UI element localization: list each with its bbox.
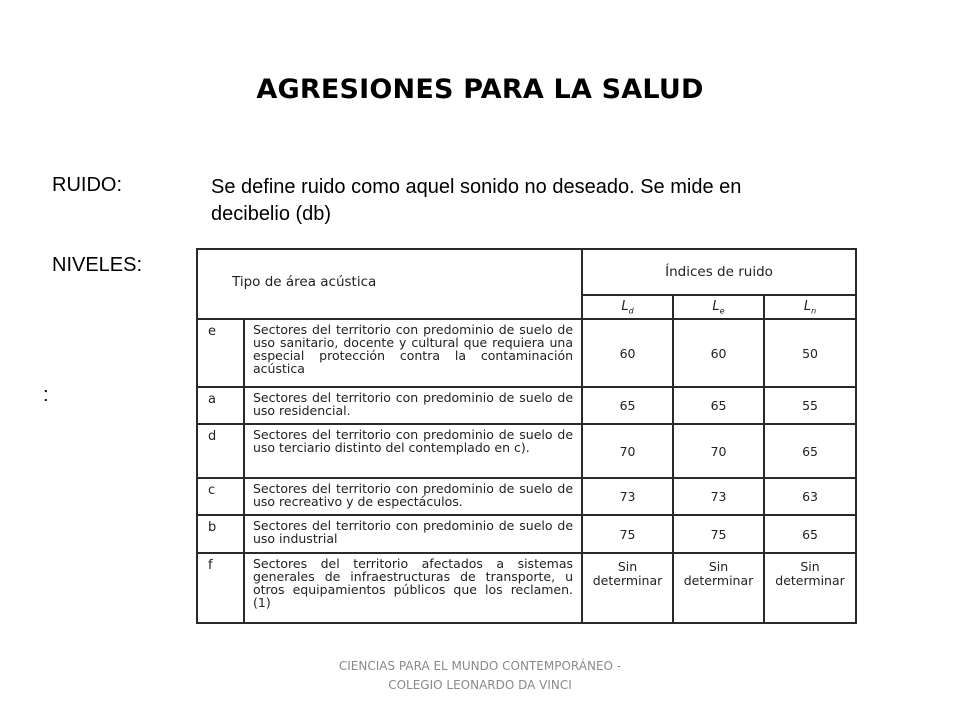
ln-value: 65 [764, 424, 856, 478]
noise-index-header: Índices de ruido [582, 249, 856, 295]
ln-value: 65 [764, 515, 856, 553]
le-value: Sin determinar [673, 553, 764, 623]
area-description: Sectores del territorio con predominio de suelo de uso residencial. [244, 387, 582, 424]
area-code: a [197, 387, 244, 424]
ld-value: 75 [582, 515, 673, 553]
le-value: 60 [673, 319, 764, 387]
ld-value: 65 [582, 387, 673, 424]
colon-mark: : [43, 384, 49, 406]
ld-header: $L_d$ [582, 295, 673, 319]
ld-value: 70 [582, 424, 673, 478]
table-row [197, 515, 856, 553]
ln-value: 63 [764, 478, 856, 515]
ld-value: 73 [582, 478, 673, 515]
table-row [197, 319, 856, 387]
ln-value: 50 [764, 319, 856, 387]
noise-levels-table [196, 248, 857, 624]
area-description: Sectores del territorio con predominio de suelo de uso recreativo y de espectáculos. [244, 478, 582, 515]
area-code: d [197, 424, 244, 478]
area-code: e [197, 319, 244, 387]
table-row [197, 553, 856, 623]
ln-value: 55 [764, 387, 856, 424]
niveles-label: NIVELES: [52, 254, 143, 276]
noise-levels-table-image [196, 248, 855, 620]
ld-value: Sin determinar [582, 553, 673, 623]
ld-value: 60 [582, 319, 673, 387]
ln-header: $L_n$ [764, 295, 856, 319]
area-type-header: Tipo de área acústica [197, 249, 582, 319]
area-description: Sectores del territorio con predominio de suelo de uso terciario distinto del contemplado en c). [244, 424, 582, 478]
area-code: c [197, 478, 244, 515]
ruido-label: RUIDO: [52, 174, 122, 196]
le-value: 75 [673, 515, 764, 553]
area-code: b [197, 515, 244, 553]
le-value: 70 [673, 424, 764, 478]
area-description: Sectores del territorio con predominio de suelo de uso sanitario, docente y cultural que requiera una especial protección contra la contaminación acústica [244, 319, 582, 387]
ruido-definition: Se define ruido como aquel sonido no deseado. Se mide en decibelio (db) [211, 176, 742, 225]
le-header: $L_e$ [673, 295, 764, 319]
table-row [197, 424, 856, 478]
table-row [197, 387, 856, 424]
ln-value: Sin determinar [764, 553, 856, 623]
footer-text: CIENCIAS PARA EL MUNDO CONTEMPORÁNEO - COLEGIO LEONARDO DA VINCI [338, 659, 622, 692]
slide-title: AGRESIONES PARA LA SALUD [256, 74, 704, 105]
le-value: 73 [673, 478, 764, 515]
area-description: Sectores del territorio con predominio de suelo de uso industrial [244, 515, 582, 553]
table-row [197, 478, 856, 515]
area-code: f [197, 553, 244, 623]
le-value: 65 [673, 387, 764, 424]
area-description: Sectores del territorio afectados a sistemas generales de infraestructuras de transporte, u otros equipamientos públicos que los reclamen. (1) [244, 553, 582, 623]
